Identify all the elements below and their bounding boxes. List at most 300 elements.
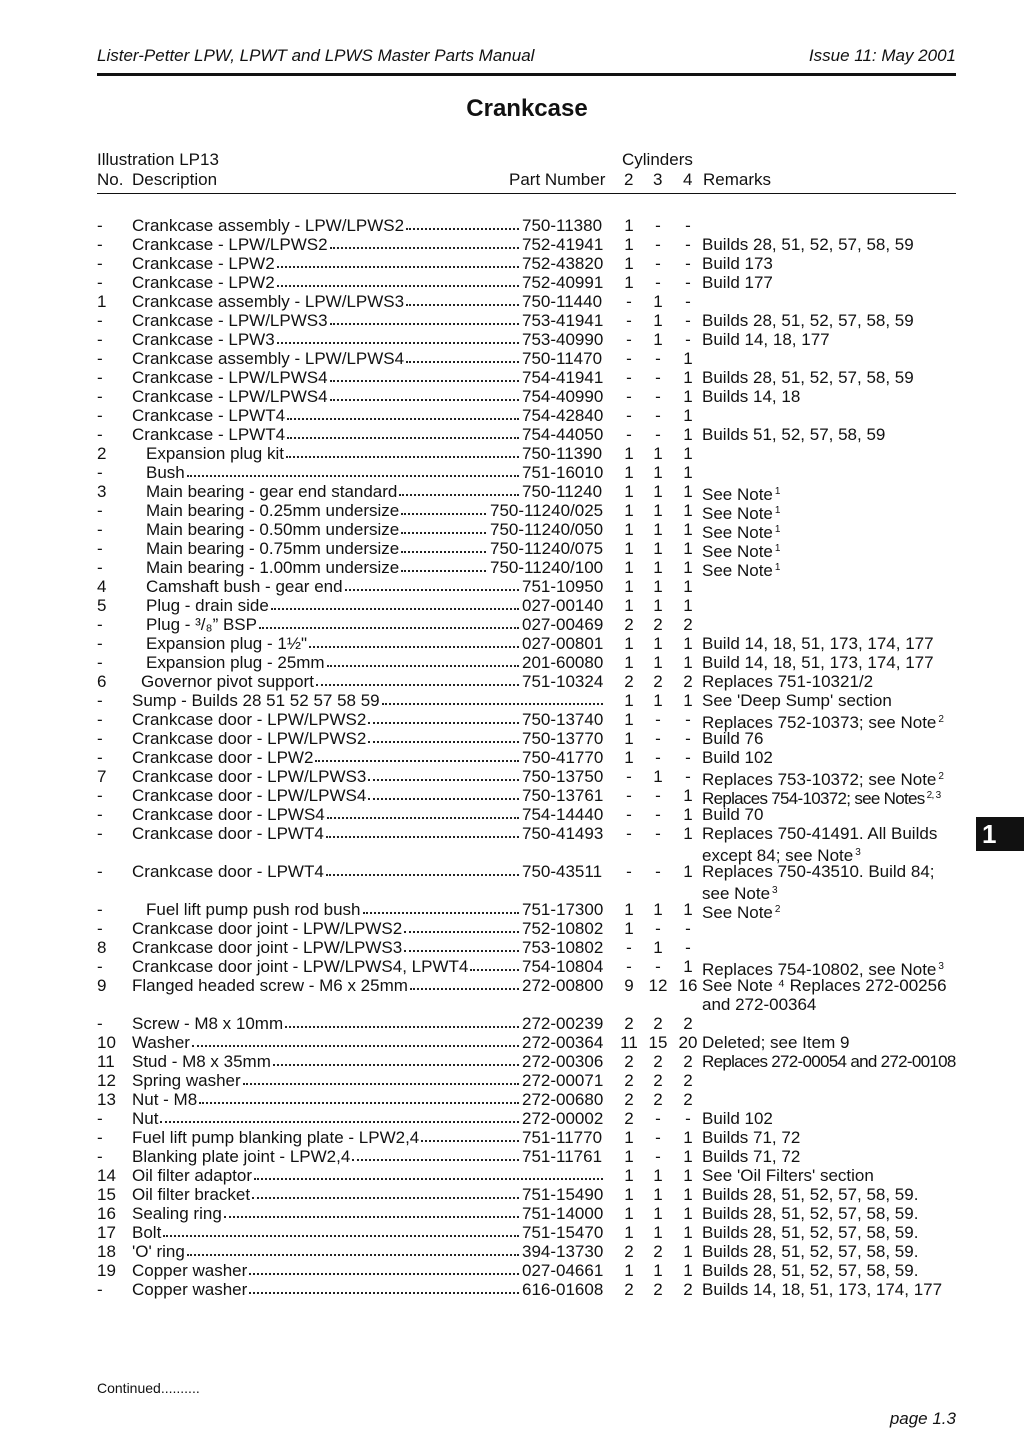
item-number: - — [97, 273, 103, 292]
note-ref: 3 — [772, 885, 778, 896]
part-number: 750-11440 — [522, 292, 603, 311]
part-description: Copper washer — [132, 1261, 248, 1280]
part-description: Crankcase - LPW3 — [132, 330, 275, 349]
part-description: Crankcase - LPW2 — [132, 254, 275, 273]
part-number: 750-11390 — [522, 444, 603, 463]
qty-3-cyl: 2 — [653, 1242, 663, 1261]
qty-2-cyl: 1 — [624, 1166, 634, 1185]
qty-3-cyl: 1 — [653, 596, 663, 615]
qty-4-cyl: 1 — [683, 786, 693, 805]
qty-2-cyl: 1 — [624, 919, 634, 938]
remarks-text: Build 14, 18, 51, 173, 174, 177 — [702, 653, 934, 672]
qty-2-cyl: - — [626, 330, 632, 349]
item-number: 15 — [97, 1185, 116, 1204]
part-number: 616-01608 — [522, 1280, 604, 1299]
qty-3-cyl: - — [655, 216, 661, 235]
part-description: Governor pivot support — [141, 672, 314, 691]
part-number: 754-14440 — [522, 805, 604, 824]
description-cell — [132, 273, 521, 292]
part-description: Expansion plug - 1½" — [146, 634, 308, 653]
qty-3-cyl: - — [655, 824, 661, 843]
remarks-cell — [702, 425, 885, 444]
qty-3-cyl: 1 — [653, 520, 663, 539]
qty-2-cyl: 1 — [624, 596, 634, 615]
qty-2-cyl: 1 — [624, 1261, 634, 1280]
illustration-label: Illustration LP13 — [97, 150, 219, 169]
col-remarks: Remarks — [703, 170, 772, 189]
qty-2-cyl: - — [626, 938, 632, 957]
part-description: Crankcase door - LPW/LPWS3 — [132, 767, 367, 786]
qty-4-cyl: - — [685, 710, 691, 729]
description-cell — [132, 710, 521, 729]
qty-2-cyl: 2 — [624, 1090, 634, 1109]
dot-leader — [401, 558, 486, 572]
remarks-text: See Note — [702, 542, 773, 561]
qty-4-cyl: 1 — [683, 691, 693, 710]
item-number: - — [97, 653, 103, 672]
item-number: 10 — [97, 1033, 116, 1052]
description-cell — [132, 824, 521, 843]
qty-3-cyl: 1 — [653, 653, 663, 672]
table-row — [0, 444, 1024, 463]
remarks-text: Replaces 272-00054 and 272-00108 — [702, 1052, 956, 1071]
table-row — [0, 1071, 1024, 1090]
item-number: - — [97, 1109, 103, 1128]
part-description: Crankcase door - LPWT4 — [132, 862, 324, 881]
part-description: Crankcase door joint - LPW/LPWS3 — [132, 938, 403, 957]
remarks-text: except 84; see Note — [702, 846, 854, 865]
continued-note: Continued.......... — [97, 1380, 200, 1396]
remarks-text: Replaces 751-10321/2 — [702, 672, 874, 691]
remarks-text: Build 70 — [702, 805, 764, 824]
description-cell — [132, 1280, 521, 1299]
remarks-cell — [702, 976, 947, 995]
qty-3-cyl: 2 — [653, 1052, 663, 1071]
table-row — [0, 1242, 1024, 1261]
dot-leader — [401, 539, 486, 553]
qty-2-cyl: 1 — [624, 444, 634, 463]
table-row — [0, 292, 1024, 311]
item-number: - — [97, 387, 103, 406]
qty-4-cyl: 1 — [683, 539, 693, 558]
qty-4-cyl: 2 — [683, 672, 693, 691]
remarks-text: Builds 28, 51, 52, 57, 58, 59 — [702, 235, 914, 254]
table-row — [0, 767, 1024, 789]
remarks-cell — [702, 1052, 956, 1071]
table-row — [0, 1128, 1024, 1147]
part-description: Crankcase - LPW/LPWS4 — [132, 368, 328, 387]
part-number: 272-00002 — [522, 1109, 604, 1128]
description-cell — [132, 786, 521, 805]
part-description: Main bearing - 0.50mm undersize — [146, 520, 400, 539]
dot-leader — [410, 976, 519, 990]
remarks-cell — [702, 368, 914, 387]
table-row — [0, 1147, 1024, 1166]
part-number: 752-10802 — [522, 919, 604, 938]
dot-leader — [224, 1204, 519, 1218]
qty-4-cyl: 1 — [683, 1128, 693, 1147]
qty-3-cyl: 1 — [653, 330, 663, 349]
remarks-text: Builds 14, 18 — [702, 387, 801, 406]
dot-leader — [368, 729, 519, 743]
remarks-text: Build 102 — [702, 748, 773, 767]
qty-2-cyl: 1 — [624, 482, 634, 501]
dot-leader — [327, 805, 519, 819]
remarks-text: See 'Oil Filters' section — [702, 1166, 874, 1185]
remarks-text: Replaces 754-10802, see Note — [702, 960, 937, 979]
qty-2-cyl: 1 — [624, 1147, 634, 1166]
qty-2-cyl: - — [626, 824, 632, 843]
qty-3-cyl: - — [655, 425, 661, 444]
part-number: 027-04661 — [522, 1261, 604, 1280]
description-cell — [146, 615, 521, 634]
part-number: 201-60080 — [522, 653, 604, 672]
qty-4-cyl: 1 — [683, 653, 693, 672]
table-row — [0, 691, 1024, 710]
part-number: 750-11380 — [522, 216, 603, 235]
dot-leader — [252, 1185, 519, 1199]
description-cell — [132, 1223, 521, 1242]
part-number: 751-11761 — [522, 1147, 603, 1166]
qty-3-cyl: 1 — [653, 634, 663, 653]
qty-4-cyl: 2 — [683, 1014, 693, 1033]
remarks-cell — [702, 672, 873, 691]
col-part-number: Part Number — [509, 170, 606, 189]
part-number: 750-13740 — [522, 710, 604, 729]
remarks-cell — [702, 1223, 918, 1242]
dot-leader — [352, 1147, 519, 1161]
qty-3-cyl: 1 — [653, 482, 663, 501]
qty-2-cyl: 2 — [624, 1280, 634, 1299]
description-cell — [132, 1204, 521, 1223]
description-cell — [132, 748, 521, 767]
item-number: - — [97, 824, 103, 843]
qty-2-cyl: 1 — [624, 558, 634, 577]
qty-3-cyl: 2 — [653, 1090, 663, 1109]
table-row — [0, 425, 1024, 444]
qty-4-cyl: 1 — [683, 558, 693, 577]
dot-leader — [406, 216, 519, 230]
part-description: Expansion plug kit — [146, 444, 284, 463]
header-rule — [97, 73, 956, 76]
table-row — [0, 273, 1024, 292]
qty-3-cyl: - — [655, 748, 661, 767]
item-number: 18 — [97, 1242, 116, 1261]
part-description: 'O' ring — [132, 1242, 185, 1261]
qty-4-cyl: 1 — [683, 957, 693, 976]
item-number: 13 — [97, 1090, 116, 1109]
table-row — [0, 748, 1024, 767]
qty-2-cyl: 2 — [624, 1109, 634, 1128]
part-number: 272-00364 — [522, 1033, 604, 1052]
remarks-cell — [702, 824, 937, 843]
qty-4-cyl: - — [685, 311, 691, 330]
qty-4-cyl: 1 — [683, 406, 693, 425]
qty-2-cyl: 1 — [624, 1185, 634, 1204]
qty-4-cyl: 1 — [683, 482, 693, 501]
cylinders-label: Cylinders — [622, 150, 693, 169]
qty-2-cyl: 2 — [624, 1071, 634, 1090]
dot-leader — [277, 273, 519, 287]
qty-3-cyl: 1 — [653, 691, 663, 710]
description-cell — [132, 1033, 521, 1052]
description-cell — [132, 1071, 521, 1090]
qty-2-cyl: 1 — [624, 1128, 634, 1147]
qty-4-cyl: 1 — [683, 387, 693, 406]
description-cell — [132, 311, 521, 330]
part-description: Crankcase door - LPW2 — [132, 748, 314, 767]
qty-2-cyl: 2 — [624, 1014, 634, 1033]
item-number: - — [97, 216, 103, 235]
table-row — [0, 900, 1024, 922]
qty-4-cyl: - — [685, 235, 691, 254]
part-description: Bush — [146, 463, 185, 482]
table-row — [0, 311, 1024, 330]
dot-leader — [243, 1071, 519, 1085]
qty-2-cyl: 2 — [624, 1052, 634, 1071]
qty-4-cyl: 1 — [683, 463, 693, 482]
item-number: - — [97, 254, 103, 273]
part-number: 754-10804 — [522, 957, 604, 976]
qty-4-cyl: 1 — [683, 444, 693, 463]
table-row — [0, 558, 1024, 580]
dot-leader — [470, 957, 519, 971]
qty-2-cyl: 1 — [624, 748, 634, 767]
description-cell — [132, 1242, 521, 1261]
item-number: 4 — [97, 577, 107, 596]
note-ref: 2 — [938, 714, 944, 725]
part-description: Fuel lift pump blanking plate - LPW2,4 — [132, 1128, 420, 1147]
part-number: 394-13730 — [522, 1242, 604, 1261]
table-row — [0, 216, 1024, 235]
parts-table — [0, 216, 1024, 1299]
table-row — [0, 577, 1024, 596]
remarks-text: Builds 28, 51, 52, 57, 58, 59. — [702, 1185, 919, 1204]
qty-3-cyl: 1 — [653, 558, 663, 577]
table-row — [0, 406, 1024, 425]
table-row — [0, 1261, 1024, 1280]
part-description: Bolt — [132, 1223, 162, 1242]
description-cell — [146, 596, 521, 615]
part-description: Crankcase - LPWT4 — [132, 425, 286, 444]
page-number: page 1.3 — [889, 1409, 956, 1428]
qty-2-cyl: 1 — [624, 710, 634, 729]
dot-leader — [254, 1166, 603, 1180]
description-cell — [141, 672, 521, 691]
qty-4-cyl: - — [685, 767, 691, 786]
note-ref: 1 — [774, 562, 781, 573]
qty-2-cyl: 1 — [624, 691, 634, 710]
qty-4-cyl: 1 — [683, 1261, 693, 1280]
remarks-text: Build 177 — [702, 273, 773, 292]
part-description: Oil filter adaptor — [132, 1166, 252, 1185]
qty-4-cyl: 2 — [683, 615, 693, 634]
table-row — [0, 881, 1024, 903]
item-number: - — [97, 558, 103, 577]
dot-leader — [330, 368, 519, 382]
part-number: 750-11240 — [522, 482, 603, 501]
table-row — [0, 349, 1024, 368]
remarks-text: See Note — [702, 523, 773, 542]
dot-leader — [192, 1033, 519, 1047]
qty-2-cyl: - — [626, 368, 632, 387]
col-description: Description — [132, 170, 218, 189]
item-number: - — [97, 425, 103, 444]
description-cell — [132, 425, 521, 444]
remarks-cell — [702, 1128, 800, 1147]
remarks-text: See Note — [702, 485, 773, 504]
description-cell — [146, 444, 521, 463]
qty-3-cyl: 1 — [653, 767, 663, 786]
qty-3-cyl: - — [655, 406, 661, 425]
part-description: Oil filter bracket — [132, 1185, 251, 1204]
qty-2-cyl: 2 — [624, 615, 634, 634]
qty-2-cyl: 1 — [624, 273, 634, 292]
table-row — [0, 672, 1024, 691]
note-ref: 1 — [774, 543, 781, 554]
qty-4-cyl: - — [685, 216, 691, 235]
qty-3-cyl: 1 — [653, 1185, 663, 1204]
item-number: 14 — [97, 1166, 116, 1185]
remarks-text: Builds 28, 51, 52, 57, 58, 59 — [702, 368, 914, 387]
item-number: 5 — [97, 596, 107, 615]
qty-4-cyl: 1 — [683, 1147, 693, 1166]
remarks-text: Builds 28, 51, 52, 57, 58, 59 — [702, 311, 914, 330]
table-row — [0, 387, 1024, 406]
col-cyl-4: 4 — [683, 170, 693, 189]
qty-2-cyl: 2 — [624, 672, 634, 691]
description-cell — [146, 501, 488, 520]
item-number: - — [97, 786, 103, 805]
part-description: Crankcase door - LPWS4 — [132, 805, 325, 824]
description-cell — [132, 292, 521, 311]
part-number: 751-10324 — [522, 672, 604, 691]
part-number: 750-13770 — [522, 729, 604, 748]
item-number: - — [97, 862, 103, 881]
qty-4-cyl: 1 — [683, 596, 693, 615]
item-number: - — [97, 349, 103, 368]
part-description: Crankcase door joint - LPW/LPWS4, LPWT4 — [132, 957, 469, 976]
dot-leader — [345, 577, 519, 591]
remarks-text: See Note — [702, 504, 773, 523]
table-row — [0, 786, 1024, 808]
qty-3-cyl: 1 — [653, 444, 663, 463]
description-cell — [132, 691, 605, 710]
remarks-cell — [702, 1204, 918, 1223]
qty-4-cyl: - — [685, 919, 691, 938]
qty-2-cyl: 1 — [624, 1223, 634, 1242]
item-number: - — [97, 615, 103, 634]
part-description: Crankcase door - LPW/LPWS2 — [132, 729, 367, 748]
remarks-text: Replaces 752-10373; see Note — [702, 713, 937, 732]
remarks-cell — [702, 653, 934, 672]
description-cell — [146, 653, 521, 672]
table-row — [0, 919, 1024, 938]
dot-leader — [330, 235, 519, 249]
part-description: Crankcase - LPW/LPWS2 — [132, 235, 328, 254]
remarks-cell — [702, 254, 773, 273]
table-row — [0, 1166, 1024, 1185]
part-description: Crankcase assembly - LPW/LPWS3 — [132, 292, 405, 311]
part-description: Crankcase assembly - LPW/LPWS2 — [132, 216, 405, 235]
note-ref: 1 — [774, 505, 781, 516]
qty-4-cyl: 1 — [683, 862, 693, 881]
part-number: 750-11470 — [522, 349, 603, 368]
description-cell — [132, 254, 521, 273]
item-number: - — [97, 805, 103, 824]
qty-4-cyl: 1 — [683, 368, 693, 387]
qty-3-cyl: - — [655, 349, 661, 368]
remarks-text: see Note — [702, 884, 771, 903]
part-description: Sealing ring — [132, 1204, 222, 1223]
dot-leader — [368, 710, 519, 724]
qty-4-cyl: 20 — [678, 1033, 698, 1052]
dot-leader — [287, 406, 519, 420]
table-row — [0, 938, 1024, 957]
part-description: Crankcase assembly - LPW/LPWS4 — [132, 349, 405, 368]
part-description: Blanking plate joint - LPW2,4 — [132, 1147, 351, 1166]
dot-leader — [368, 767, 519, 781]
qty-3-cyl: - — [655, 1128, 661, 1147]
dot-leader — [368, 786, 519, 800]
remarks-text: Replaces 754-10372; see Notes — [702, 789, 925, 808]
part-description: Fuel lift pump push rod bush — [146, 900, 361, 919]
table-row — [0, 368, 1024, 387]
qty-2-cyl: 1 — [624, 577, 634, 596]
dot-leader — [315, 748, 519, 762]
part-description: Sump - Builds 28 51 52 57 58 59 — [132, 691, 380, 710]
table-row — [0, 254, 1024, 273]
description-cell — [132, 938, 521, 957]
item-number: - — [97, 406, 103, 425]
remarks-text: See Note — [702, 903, 773, 922]
part-number: 750-13761 — [522, 786, 604, 805]
qty-3-cyl: 2 — [653, 1280, 663, 1299]
table-row — [0, 1109, 1024, 1128]
qty-4-cyl: 2 — [683, 1280, 693, 1299]
table-row — [0, 1090, 1024, 1109]
qty-4-cyl: - — [685, 330, 691, 349]
qty-4-cyl: 1 — [683, 1223, 693, 1242]
table-row — [0, 653, 1024, 672]
remarks-text: Builds 51, 52, 57, 58, 59 — [702, 425, 886, 444]
description-cell — [132, 1090, 521, 1109]
remarks-text: Deleted; see Item 9 — [702, 1033, 850, 1052]
qty-2-cyl: - — [626, 406, 632, 425]
remarks-text: Builds 14, 18, 51, 173, 174, 177 — [702, 1280, 943, 1299]
description-cell — [132, 957, 521, 976]
item-number: - — [97, 520, 103, 539]
dot-leader — [327, 653, 519, 667]
qty-2-cyl: 1 — [624, 216, 634, 235]
qty-3-cyl: - — [655, 254, 661, 273]
description-cell — [132, 406, 521, 425]
qty-3-cyl: 1 — [653, 292, 663, 311]
col-cyl-3: 3 — [653, 170, 663, 189]
remarks-cell — [702, 1033, 849, 1052]
qty-2-cyl: 1 — [624, 729, 634, 748]
item-number: - — [97, 1014, 103, 1033]
qty-4-cyl: 1 — [683, 1166, 693, 1185]
qty-3-cyl: 1 — [653, 938, 663, 957]
dot-leader — [287, 425, 519, 439]
qty-2-cyl: 1 — [624, 520, 634, 539]
note-ref: 1 — [774, 486, 781, 497]
item-number: - — [97, 1128, 103, 1147]
remarks-text: See 'Deep Sump' section — [702, 691, 892, 710]
table-row — [0, 957, 1024, 979]
qty-4-cyl: 1 — [683, 1204, 693, 1223]
